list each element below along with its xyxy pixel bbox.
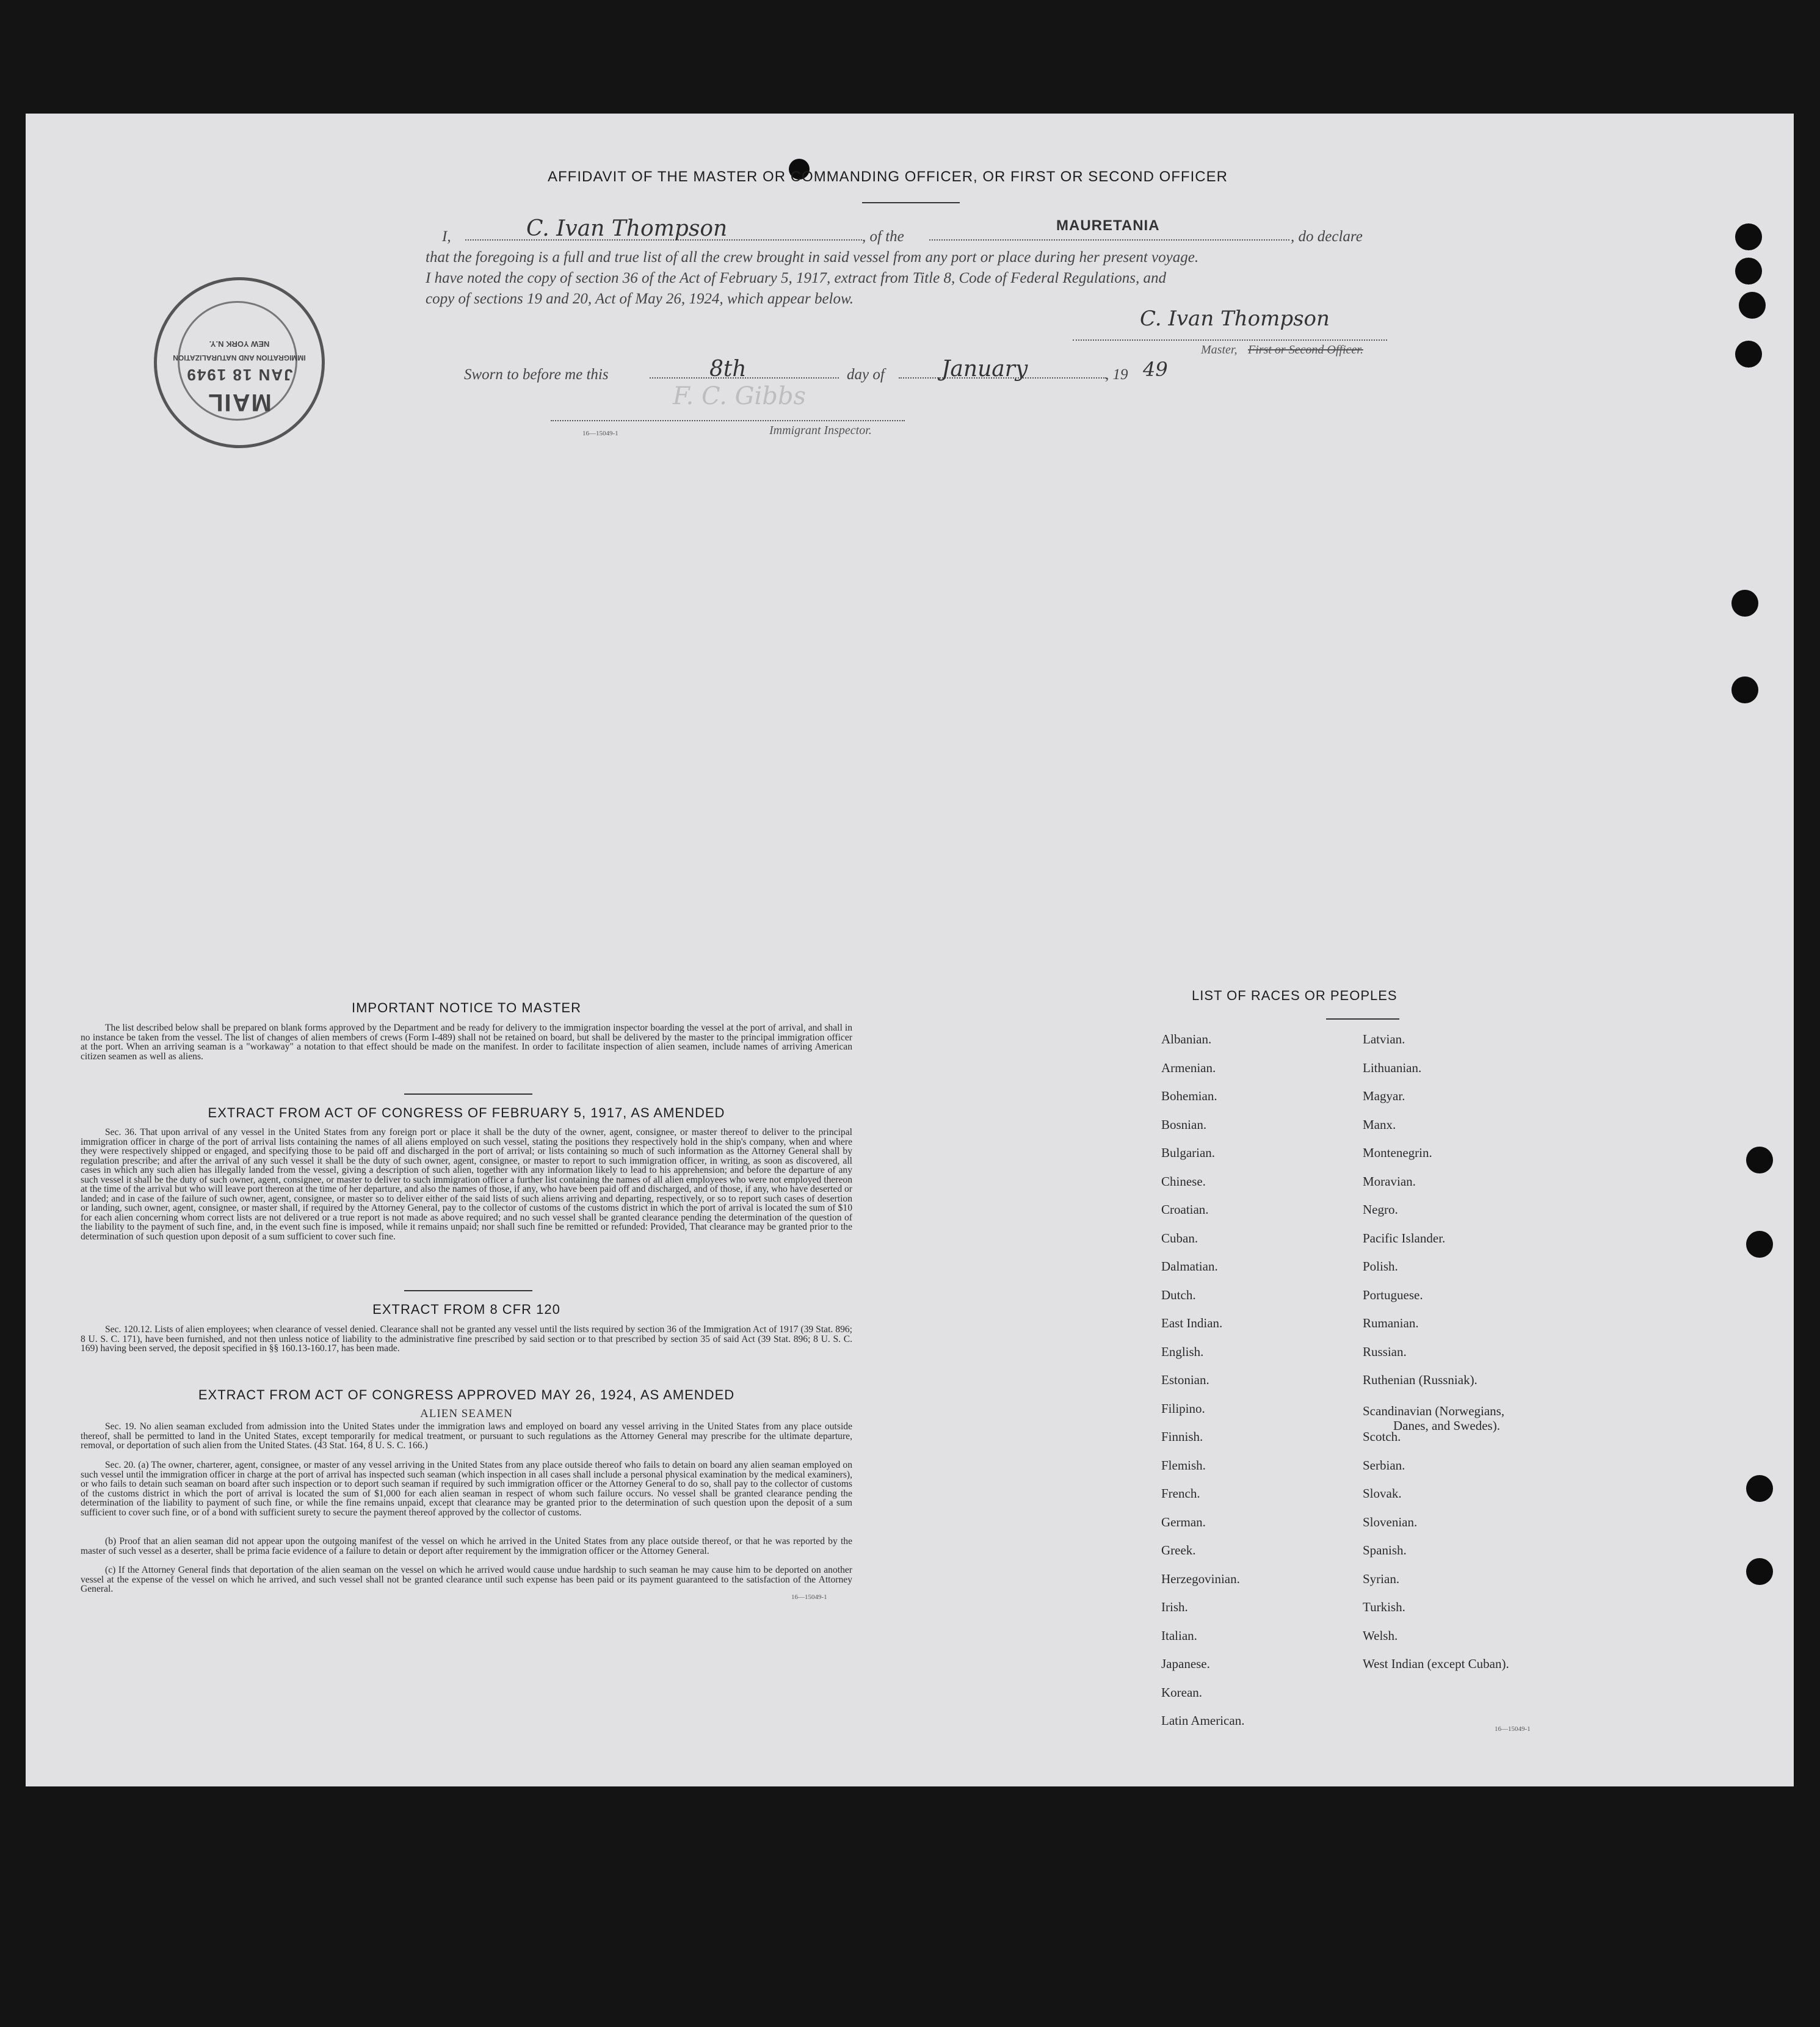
race-item: Rumanian. (1363, 1316, 1419, 1330)
punch-hole (1735, 341, 1762, 368)
affidavit-form-code: 16—15049-1 (582, 430, 618, 437)
race-item: Moravian. (1363, 1173, 1416, 1189)
extract-1917-title: EXTRACT FROM ACT OF CONGRESS OF FEBRUARY 5, 1917, AS AMENDED (208, 1105, 725, 1120)
race-item: Serbian. (1363, 1457, 1405, 1473)
race-item: Irish. (1161, 1600, 1188, 1614)
stamp-city: NEW YORK N.Y. (209, 339, 270, 349)
punch-hole (1735, 258, 1762, 285)
race-item: Albanian. (1161, 1032, 1212, 1046)
race-item: West Indian (except Cuban). (1363, 1656, 1509, 1671)
race-item: Manx. (1363, 1117, 1396, 1132)
race-item: Finnish. (1161, 1429, 1203, 1444)
sworn-label: Sworn to before me this (464, 366, 609, 383)
sec-20a-text: Sec. 20. (a) The owner, charterer, agent, consignee, or master of any vessel arriving in the United States from any place outside thereof who fails to detain on board any alien seaman employed on such vessel until the immigration officer in charge at the port of arrival has inspected such seaman (which inspection in all cases shall include a personal physical examination by the medical examiners), or who fails to detain such seaman on board after such inspection or to deport such seaman if required by such immigration officer or the Attorney General to do so, shall pay to the collector of customs of the customs district in which the port of arrival is located the sum of $1,000 for each alien seaman in respect of whom such failure occurs. No vessel shall be granted clearance pending the determination of the liability to payment of such fine, or while the fine remains unpaid, except that clearance may be granted prior to the determination of such question upon the deposit of a sum sufficient to cover such fine, or of a bond with sufficient surety to secure the payment thereof approved by the collector of customs. (81, 1460, 852, 1518)
extract-cfr-text: Sec. 120.12. Lists of alien employees; when clearance of vessel denied. Clearance shall not be granted any vessel until the lists required by section 36 of the Immigration Act of 1917 (39 Stat. 896; 8 U. S. C. 171), have been furnished, and not then unless notice of liability to the administrative fine prescribed by said section or to that prescribed by section 35 of said Act (39 Stat. 896; 8 U. S. C. 169) having been served, the deposit specified in §§ 160.13-160.17, has been made. (81, 1324, 852, 1354)
race-item: Latvian. (1363, 1032, 1405, 1046)
races-title: LIST OF RACES OR PEOPLES (1192, 988, 1398, 1003)
race-item: Filipino. (1161, 1401, 1205, 1416)
extract-1917-text: Sec. 36. That upon arrival of any vessel in the United States from any foreign port or place it shall be the duty of the owner, agent, consignee, or master thereof to deliver to the principal immigration officer in charge of the port of arrival lists containing the names of all aliens employed on such vessel, stating the positions they respectively hold in the ship's company, when and where they were respectively shipped or engaged, and specifying those to be paid off and discharged in the port of arrival; or lists containing so much of such information as the Attorney General shall by regulation prescribe; and after the arrival of any such vessel it shall be the duty of such owner, agent, consignee, or master to report to such immigration officer, in writing, as soon as discovered, all cases in which any such alien has illegally landed from the vessel, giving a description of such alien, together with any information likely to lead to his apprehension; and before the departure of any such vessel it shall be the duty of such owner, agent, consignee, or master to deliver to such immigration officer a further list containing the names of all alien employees who were not employed thereon at the time of the arrival but who will leave port thereon at the time of her departure, and also the names of those, if any, who have been paid off and discharged, and of those, if any, who have deserted or landed; and in case of the failure of such owner, agent, consignee, or master so to deliver either of the said lists of such aliens arriving and departing, respectively, or so to report such cases of desertion or landing, such owner, agent, consignee, or master shall, if required by the Attorney General, pay to the collector of customs of the customs district in which the port of arrival is located the sum of $10 for each alien concerning whom correct lists are not delivered or a true report is not made as above required; and no such vessel shall be granted clearance pending the determination of the question of the liability to the payment of such fine, and, in the event such fine is imposed, while it remains unpaid; nor shall such fine be remitted or refunded: Provided, That clearance may be granted prior to the determination of such question upon deposit of a sum sufficient to cover such fine. (81, 1127, 852, 1242)
inspector-line (551, 420, 905, 421)
race-item: Scotch. (1363, 1429, 1401, 1444)
signature-caption: Master, (1201, 343, 1238, 357)
race-item: Greek. (1161, 1543, 1196, 1557)
of-the-label: , of the (862, 228, 904, 245)
extract-1917-rule (404, 1290, 532, 1291)
races-rule (1326, 1018, 1399, 1020)
races-form-code: 16—15049-1 (1495, 1725, 1531, 1733)
race-item: Herzegovinian. (1161, 1571, 1240, 1586)
notice-title: IMPORTANT NOTICE TO MASTER (351, 1000, 581, 1015)
race-item: East Indian. (1161, 1316, 1223, 1330)
sworn-year: 49 (1143, 358, 1168, 381)
affidavit-i-label: I, (442, 228, 451, 245)
race-item: Ruthenian (Russniak). (1363, 1372, 1477, 1387)
race-item: Negro. (1363, 1202, 1398, 1217)
race-item: Welsh. (1363, 1628, 1398, 1643)
race-item: Scandinavian (Norwegians, (1363, 1403, 1505, 1418)
vessel-name: MAURETANIA (1056, 217, 1160, 234)
race-item: Cuban. (1161, 1230, 1198, 1246)
race-item: Danes, and Swedes). (1393, 1418, 1500, 1433)
document-sheet (26, 114, 1794, 1786)
punch-hole (1746, 1475, 1773, 1502)
race-item: Dutch. (1161, 1287, 1196, 1302)
mail-received-stamp (154, 277, 325, 448)
vessel-name-line (929, 239, 1289, 241)
signature-line (1073, 339, 1387, 341)
punch-hole (1731, 676, 1758, 703)
race-item: Korean. (1161, 1684, 1203, 1700)
extract-1924-title: EXTRACT FROM ACT OF CONGRESS APPROVED MAY 26, 1924, AS AMENDED (198, 1387, 735, 1402)
race-item: Syrian. (1363, 1571, 1400, 1586)
do-declare-label: , do declare (1291, 228, 1363, 245)
sworn-day: 8th (709, 357, 747, 382)
race-item: Pacific Islander. (1363, 1230, 1446, 1246)
race-item: Turkish. (1363, 1600, 1405, 1614)
race-item: Spanish. (1363, 1543, 1407, 1557)
signature-caption-struck: First or Second Officer. (1248, 343, 1363, 357)
punch-hole (1731, 590, 1758, 617)
punch-hole (1739, 292, 1766, 319)
inspector-caption: Immigrant Inspector. (769, 424, 872, 437)
affidavit-line-4: copy of sections 19 and 20, Act of May 26, 1924, which appear below. (426, 291, 854, 307)
race-item: Croatian. (1161, 1202, 1209, 1217)
sec-19-text: Sec. 19. No alien seaman excluded from admission into the United States under the immigration laws and employed on board any vessel arriving in the United States from any place outside thereof, shall be permitted to land in the United States, except temporarily for medical treatment, or pursuant to such regulations as the Attorney General may prescribe for the ultimate departure, removal, or deportation of such alien from the United States. (43 Stat. 164, 8 U. S. C. 166.) (81, 1421, 852, 1451)
race-item: Magyar. (1363, 1089, 1405, 1103)
alien-seamen-subtitle: ALIEN SEAMEN (420, 1407, 513, 1420)
race-item: English. (1161, 1344, 1204, 1359)
race-item: Slovenian. (1363, 1514, 1418, 1529)
extract-form-code: 16—15049-1 (791, 1594, 827, 1601)
punch-hole (1746, 1231, 1773, 1258)
sec-20c-text: (c) If the Attorney General finds that deportation of the alien seaman on the vessel on which he arrived would cause undue hardship to such seaman he may cause him to be deported on another vessel at the expense of the vessel on which he arrived, and such vessel shall not be granted clearance until such expense has been paid or its payment guaranteed to the satisfaction of the Attorney General. (81, 1565, 852, 1594)
race-item: Slovak. (1363, 1486, 1402, 1501)
punch-hole (1746, 1147, 1773, 1173)
race-item: Japanese. (1161, 1656, 1210, 1671)
race-item: Flemish. (1161, 1457, 1206, 1473)
race-item: Russian. (1363, 1344, 1407, 1359)
stamp-date: JAN 18 1949 (186, 366, 293, 384)
notice-rule (404, 1093, 532, 1095)
stamp-agency: IMMIGRATION AND NATURALIZATION (173, 354, 306, 362)
race-item: Chinese. (1161, 1173, 1206, 1189)
race-item: Montenegrin. (1363, 1145, 1432, 1160)
race-item: French. (1161, 1486, 1200, 1501)
race-item: Latin American. (1161, 1713, 1245, 1728)
master-signature: C. Ivan Thompson (1140, 306, 1330, 331)
race-item: Polish. (1363, 1259, 1398, 1274)
day-of-label: day of (847, 366, 885, 383)
race-item: Dalmatian. (1161, 1259, 1218, 1274)
race-item: Bulgarian. (1161, 1145, 1216, 1160)
stamp-mail: MAIL (207, 389, 272, 416)
notice-text: The list described below shall be prepared on blank forms approved by the Department and be ready for delivery to the immigration inspector boarding the vessel at the port of arrival, and shall in no instance be taken from the vessel. The list of changes of alien members of crews (Form I-489) shall not be retained on board, but shall be delivered by the master to the principal immigration officer at the port. When an arriving seaman is a "workaway" a notation to that effect should be made on the manifest. In order to facilitate inspection of alien seamen, include names of arriving American citizen seamen as well as aliens. (81, 1023, 852, 1062)
race-item: Armenian. (1161, 1060, 1216, 1075)
race-item: Italian. (1161, 1628, 1197, 1643)
master-name-handwritten: C. Ivan Thompson (526, 216, 728, 241)
race-item: Estonian. (1161, 1372, 1209, 1387)
race-item: Bosnian. (1161, 1117, 1207, 1132)
affidavit-line-2: that the foregoing is a full and true list of all the crew brought in said vessel from any port or place during her present voyage. (426, 249, 1199, 266)
sec-20b-text: (b) Proof that an alien seaman did not appear upon the outgoing manifest of the vessel on which he arrived in the United States from any place outside thereof, or that he was reported by the master of such vessel as a deserter, shall be prima facie evidence of a failure to detain or deport after requirement by the immigration officer or the Attorney General. (81, 1536, 852, 1556)
race-item: Lithuanian. (1363, 1060, 1422, 1075)
race-item: Portuguese. (1363, 1287, 1423, 1302)
punch-hole (1746, 1558, 1773, 1585)
extract-cfr-title: EXTRACT FROM 8 CFR 120 (372, 1302, 560, 1317)
sworn-month: January (941, 357, 1028, 382)
affidavit-line-3: I have noted the copy of section 36 of the Act of February 5, 1917, extract from Title 8, Code of Federal Regulations, and (426, 270, 1166, 286)
race-item: German. (1161, 1514, 1206, 1529)
punch-hole (1735, 223, 1762, 250)
inspector-signature: F. C. Gibbs (673, 382, 807, 410)
year-prefix: , 19 (1105, 366, 1128, 383)
race-item: Bohemian. (1161, 1089, 1217, 1103)
title-rule (862, 202, 960, 203)
affidavit-title: AFFIDAVIT OF THE MASTER OR COMMANDING OFFICER, OR FIRST OR SECOND OFFICER (548, 169, 1228, 185)
